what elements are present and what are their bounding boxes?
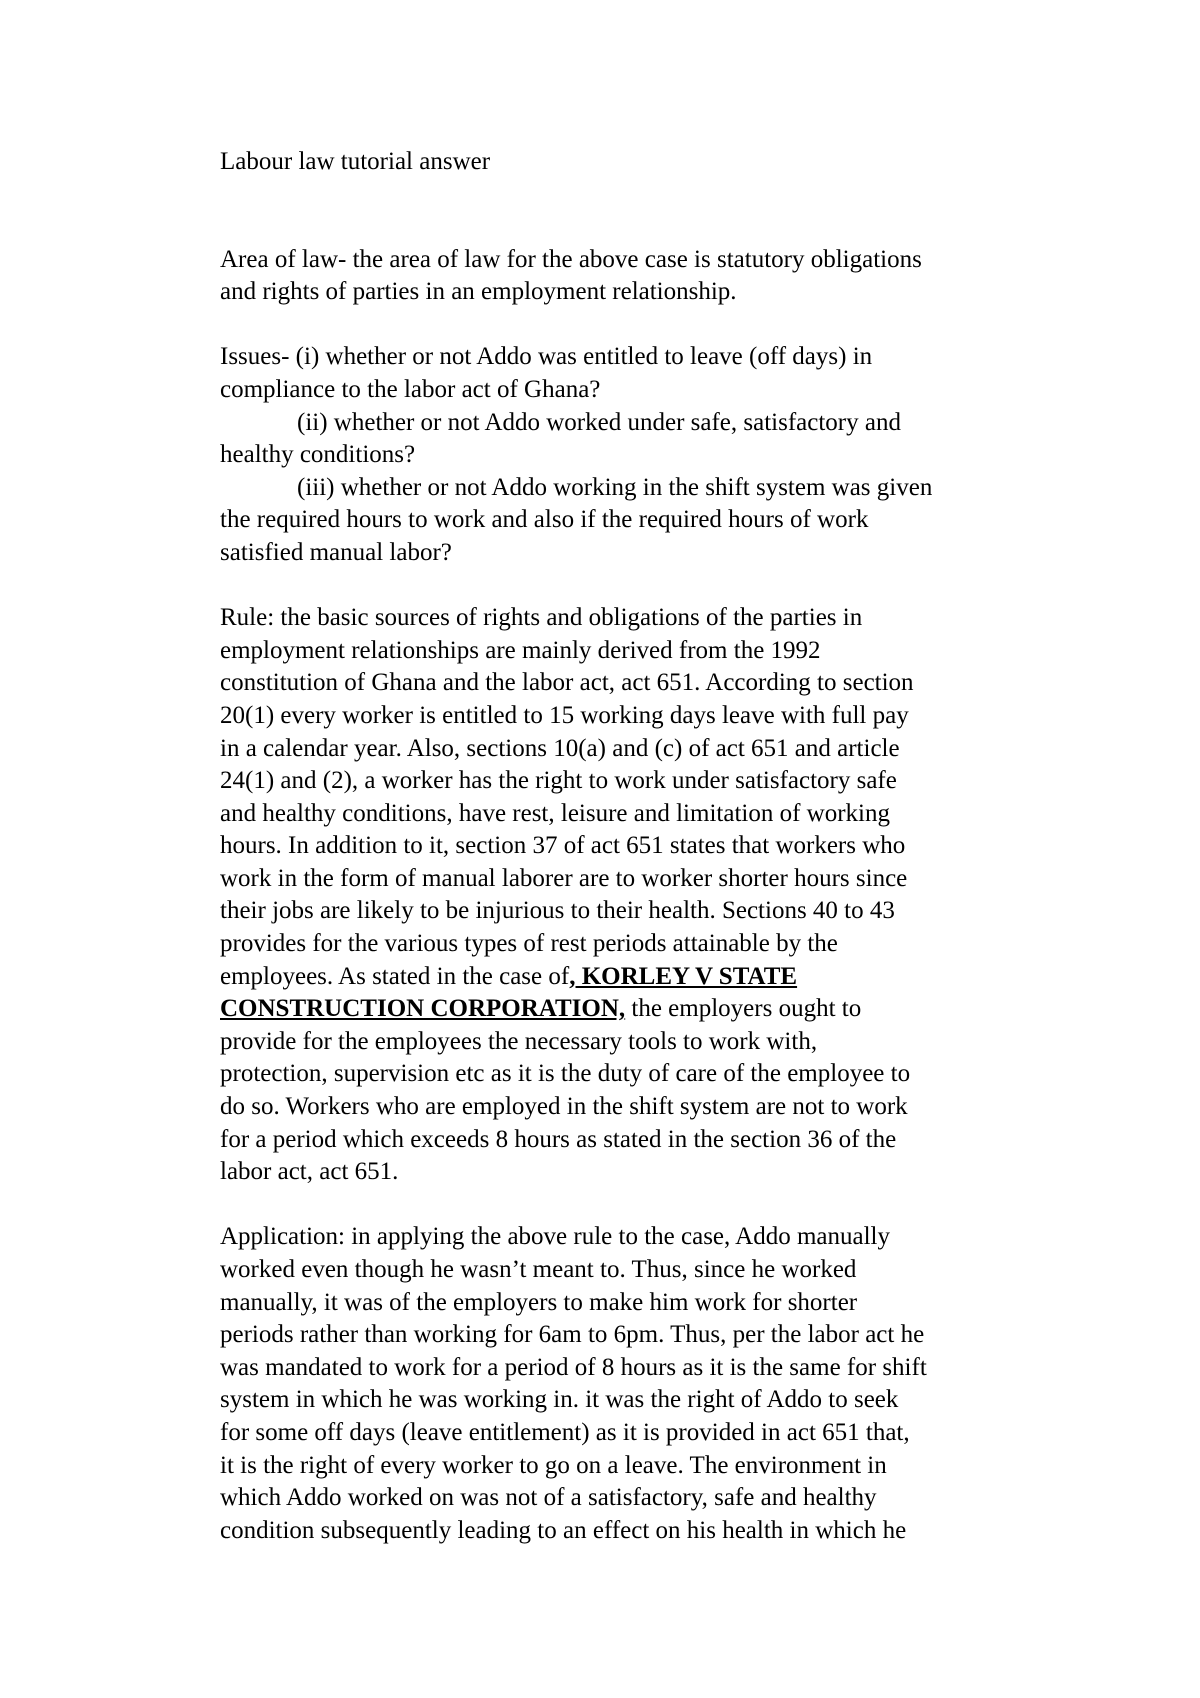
application-line: condition subsequently leading to an effect on his health in which he: [220, 1516, 907, 1544]
rule-line: work in the form of manual laborer are to worker shorter hours since: [220, 864, 908, 892]
document-body: [220, 146, 1040, 1547]
spacer: [220, 570, 1040, 603]
rule-line: protection, supervision etc as it is the duty of care of the employee to: [220, 1060, 911, 1088]
application-line: it is the right of every worker to go on a leave. The environment in: [220, 1451, 887, 1479]
rule-line: employment relationships are mainly derived from the 1992: [220, 636, 821, 664]
spacer: [220, 1189, 1040, 1222]
issues-line: the required hours to work and also if the required hours of work: [220, 506, 869, 534]
application-line: worked even though he wasn’t meant to. Thus, since he worked: [220, 1256, 857, 1283]
rule-line: [220, 993, 1040, 1026]
rule-line: Rule: the basic sources of rights and obligations of the parties in: [220, 604, 863, 632]
rule-line: provides for the various types of rest periods attainable by the: [220, 930, 838, 958]
area-of-law-line: and rights of parties in an employment relationship.: [220, 278, 737, 306]
spacer: [220, 179, 1040, 244]
rule-line: for a period which exceeds 8 hours as stated in the section 36 of the: [220, 1125, 897, 1153]
rule-line: labor act, act 651.: [220, 1158, 399, 1186]
application-line: Application: in applying the above rule to the case, Addo manually: [220, 1223, 890, 1251]
rule-line: do so. Workers who are employed in the shift system are not to work: [220, 1093, 908, 1121]
rule-line: in a calendar year. Also, sections 10(a) and (c) of act 651 and article: [220, 734, 900, 762]
application-line: was mandated to work for a period of 8 hours as it is the same for shift: [220, 1353, 927, 1381]
issues-line: Issues- (i) whether or not Addo was entitled to leave (off days) in: [220, 343, 873, 371]
rule-line: 24(1) and (2), a worker has the right to work under satisfactory safe: [220, 767, 897, 795]
application-line: system in which he was working in. it was the right of Addo to seek: [220, 1386, 899, 1414]
application-line: periods rather than working for 6am to 6pm. Thus, per the labor act he: [220, 1321, 925, 1349]
rule-line: 20(1) every worker is entitled to 15 working days leave with full pay: [220, 701, 909, 729]
application-line: manually, it was of the employers to make him work for shorter: [220, 1288, 858, 1316]
rule-line: [220, 961, 1040, 994]
application-line: for some off days (leave entitlement) as it is provided in act 651 that,: [220, 1418, 910, 1446]
application-line: which Addo worked on was not of a satisfactory, safe and healthy: [220, 1484, 877, 1512]
rule-line: and healthy conditions, have rest, leisure and limitation of working: [220, 799, 890, 827]
issues-line: (iii) whether or not Addo working in the shift system was given: [297, 473, 933, 501]
area-of-law-line: Area of law- the area of law for the above case is statutory obligations: [220, 245, 922, 273]
issues-line: (ii) whether or not Addo worked under safe, satisfactory and: [297, 408, 901, 436]
issues-line: compliance to the labor act of Ghana?: [220, 375, 601, 403]
rule-text: the employers ought to: [625, 995, 862, 1023]
case-citation: CONSTRUCTION CORPORATION,: [220, 995, 626, 1023]
rule-line: their jobs are likely to be injurious to their health. Sections 40 to 43: [220, 897, 895, 925]
rule-line: provide for the employees the necessary tools to work with,: [220, 1027, 818, 1055]
issues-line: healthy conditions?: [220, 441, 416, 469]
issues-line: satisfied manual labor?: [220, 538, 452, 566]
rule-text: employees. As stated in the case of: [220, 962, 570, 990]
rule-line: hours. In addition to it, section 37 of act 651 states that workers who: [220, 832, 906, 860]
spacer: [220, 309, 1040, 342]
rule-line: constitution of Ghana and the labor act, act 651. According to section: [220, 669, 914, 697]
case-citation: , KORLEY V STATE: [569, 962, 798, 990]
document-title: Labour law tutorial answer: [220, 148, 491, 175]
